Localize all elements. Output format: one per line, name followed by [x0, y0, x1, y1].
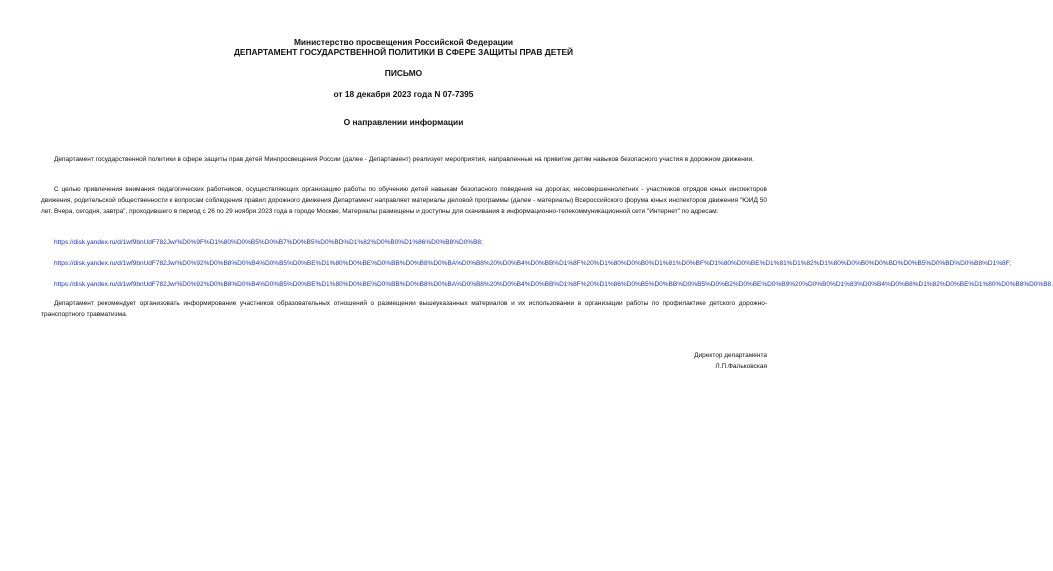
- paragraph-intro: Департамент государственной политики в сфере защиты прав детей Минпросвещения России (далее - Департамент) реализует мероприятия, направленные на привитие детям навыков безопасного участия в дорожном движении.: [54, 156, 754, 163]
- materials-link-3[interactable]: https://disk.yandex.ru/d/1wf9bnUdF782Jw/%D0%92%D0%B8%D0%B4%D0%B5%D0%BE%D1%80%D0%BE%D0%BB%D0%B8%D0%BA%D0%B8%20%D0%B4%D0%BB%D1%8F%20%D1%86%D0%B5%D0%BB%D0%B5%D0%B2%D0%BE%D0%B9%20%D0%B0%D1%83%D0%B4%D0%B8%D1%82%D0%BE%D1%80%D0%B8%D0%B8.: [54, 281, 1053, 288]
- paragraph-materials: С целью привлечения внимания педагогических работников, осуществляющих организацию работы по обучению детей навыкам безопасного поведения на дорогах, несовершеннолетних - участников отрядов юных инспекторов движения, родительской общественности к вопросам соблюдения правил дорожного движения Департамент направляет материалы деловой программы (далее - материалы) Всероссийского форума юных инспекторов движения "ЮИД 50 лет. Вчера, сегодня, завтра", проходившего в период с 26 по 29 ноября 2023 года в городе Москве. Материалы размещены и доступны для скачивания в информационно-телекоммуникационной сети "Интернет" по адресам:: [41, 186, 767, 216]
- materials-link-2[interactable]: https://disk.yandex.ru/d/1wf9bnUdF782Jw/%D0%92%D0%B8%D0%B4%D0%B5%D0%BE%D1%80%D0%BE%D0%BB%D0%B8%D0%BA%D0%B8%20%D0%B4%D0%BB%D1%8F%20%D1%80%D0%B0%D1%81%D0%BF%D1%80%D0%BE%D1%81%D1%82%D1%80%D0%B0%D0%BD%D0%B5%D0%BD%D0%B8%D1%8F;: [54, 260, 1012, 267]
- materials-link-1[interactable]: https://disk.yandex.ru/d/1wf9bnUdF782Jw/%D0%9F%D1%80%D0%B5%D0%B7%D0%B5%D0%BD%D1%82%D0%B0%D1%86%D0%B8%D0%B8;: [54, 239, 483, 246]
- document-type: ПИСЬМО: [384, 68, 423, 78]
- ministry-name: Министерство просвещения Российской Федерации: [293, 37, 514, 47]
- signature-name: Л.П.Фальковская: [715, 363, 767, 370]
- document-date-number: от 18 декабря 2023 года N 07-7395: [333, 89, 474, 99]
- document-subject: О направлении информации: [343, 117, 464, 127]
- department-name: ДЕПАРТАМЕНТ ГОСУДАРСТВЕННОЙ ПОЛИТИКИ В СФЕРЕ ЗАЩИТЫ ПРАВ ДЕТЕЙ: [233, 47, 574, 57]
- paragraph-recommendation: Департамент рекомендует организовать информирование участников образовательных отношений о размещении вышеуказанных материалов и их использовании в организации работы по профилактике детского дорожно-транспортного травматизма.: [41, 300, 767, 319]
- signature-title: Директор департамента: [694, 352, 767, 359]
